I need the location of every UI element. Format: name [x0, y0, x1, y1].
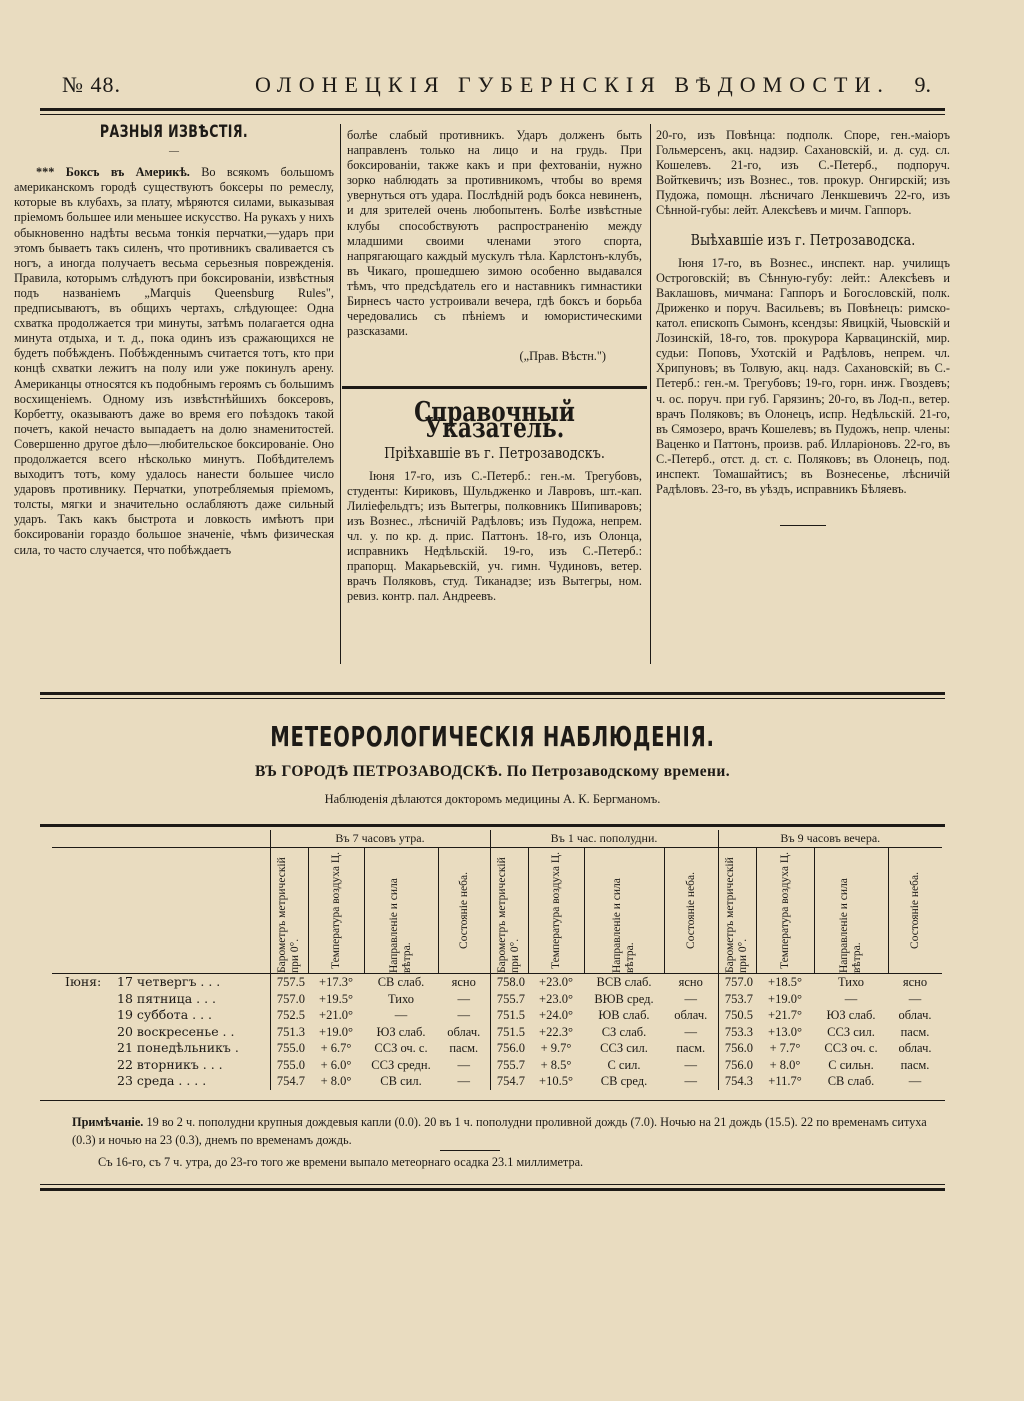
note-divider	[440, 1150, 500, 1151]
article-boxing	[14, 165, 334, 557]
col-header: Температура воздуха Ц.	[308, 848, 364, 974]
bottom-rule-thin	[40, 1184, 945, 1185]
table-cell: облач.	[898, 1008, 932, 1022]
meteo-table	[52, 830, 942, 1090]
row-day	[52, 974, 270, 991]
group-noon: Въ 1 час. пополудни.	[490, 830, 718, 848]
col-header: Состояніе неба.	[664, 848, 718, 974]
col-header: Направленіе и сила вѣтра.	[814, 848, 888, 974]
table-cell: пасм.	[900, 1057, 930, 1072]
table-cell: + 9.7°	[540, 1041, 572, 1055]
table-cell: ВЮВ сред.	[594, 991, 654, 1006]
table-cell: + 6.7°	[320, 1041, 352, 1055]
table-cell: СВ слаб.	[377, 975, 425, 989]
col-header: Температура воздуха Ц.	[756, 848, 814, 974]
page-header	[40, 68, 945, 104]
table-cell: 758.0	[496, 975, 525, 989]
table-cell: СЗ слаб.	[601, 1024, 647, 1039]
table-cell: —	[438, 1007, 490, 1024]
table-cell: 754.7	[496, 1074, 525, 1088]
table-cell: 751.5	[496, 1008, 525, 1022]
table-cell: пасм.	[664, 1040, 718, 1057]
row-day	[52, 991, 270, 1008]
meteo-observer: Наблюденія дѣлаются докторомъ медицины А. К. Бергманомъ.	[324, 792, 661, 806]
article-source: („Прав. Вѣстн.")	[519, 349, 606, 364]
table-row	[52, 974, 942, 991]
col-header: Состояніе неба.	[438, 848, 490, 974]
table-cell: 757.0	[276, 991, 305, 1006]
table-cell: + 8.5°	[540, 1057, 572, 1072]
table-header-row	[52, 848, 942, 974]
reference-title: Справочный Указатель.	[414, 397, 575, 444]
table-cell: +13.0°	[768, 1024, 802, 1039]
arrivals-text: Іюня 17-го, изъ С.-Петерб.: ген.-м. Трегубовъ, студенты: Кириковъ, Шульдженко и Лавровъ, шт.-кап. Лиліефельдтъ; изъ Вытегры, полковникъ Шипиваровъ; изъ Вознес., лѣсничій Радѣловъ; изъ Пудожа, непрем. чл. у. по кр. д. прис. Паттонъ. 18-го, изъ Олонца, исправникъ Недѣльскій. 19-го, изъ С.-Петерб.: прапорщ. Макарьевскій, уч. гимн. Чудиновъ, ветер. врачъ Поляковъ, студ. Тиканадзе; изъ Вытегры, ном. ревиз. контр. пал. Андреевъ.	[347, 468, 642, 604]
table-cell: 756.0	[724, 1057, 753, 1072]
column-divider	[340, 124, 341, 664]
end-rule	[780, 525, 826, 526]
table-cell: + 6.0°	[320, 1057, 352, 1072]
section-rule	[342, 386, 647, 389]
table-cell: —	[438, 991, 490, 1008]
note-label: Примѣчаніе.	[72, 1115, 144, 1129]
table-cell: пасм.	[438, 1040, 490, 1057]
departures-text: Іюня 17-го, въ Вознес., инспект. нар. училищъ Остроговскій; въ Сѣнную-губу: лейт.: Алексѣевъ и Ваклашовъ, мичмана: Гаппоръ и Богословскій, полк. Дриженко и поруч. Васильевъ; въ Повѣнецъ: римско-катол. епископъ Сымонъ, ксендзы: Явицкій, Чыовскій и Лозинскій, 18-го, тов. прокурора Карвацинскій, мир. судьи: Поповъ, Ухотскій и Радѣловъ, непрем. чл. Хрипуновъ; въ Толвую, акц. надз. Сахановскій; въ С.-Петерб.: ген.-м. Трегубовъ; 19-го, горн. инж. Гвоздевъ; ч. ос. поруч. при губ. Гарязинъ; 20-го, въ Лод-п., ветер. врачъ Поляковъ; въ Олонецъ, испр. Недѣльскій. 21-го, въ Сямозеро, врачъ Кошелевъ; въ Пудожъ, непр. члены: Ваценко и Паттонъ, произв. раб. Илларіоновъ. 22-го, въ С.-Петерб., отст. д. ст. с. Поляковъ; въ Олонецъ, под. инспект. Томашайтисъ; въ Вознесенье, лѣсничій Радѣловъ. 23-го, въ уѣздъ, исправникъ Бѣляевъ.	[656, 255, 950, 497]
row-day-label: 23 среда . . . .	[117, 1073, 207, 1088]
table-row	[52, 991, 942, 1008]
newspaper-title: ОЛОНЕЦКІЯ ГУБЕРНСКІЯ ВѢДОМОСТИ.	[255, 72, 890, 97]
row-day-label: 22 вторникъ . . .	[117, 1056, 223, 1072]
header-rule	[40, 108, 945, 111]
table-cell: облач.	[438, 1024, 490, 1041]
column-3	[656, 128, 950, 526]
table-cell: облач.	[664, 1007, 718, 1024]
header-rule-thin	[40, 114, 945, 115]
table-cell: ЮЗ слаб.	[376, 1024, 426, 1039]
table-cell: ЮВ слаб.	[598, 1008, 650, 1022]
col-header: Направленіе и сила вѣтра.	[584, 848, 664, 974]
table-cell: С сильн.	[828, 1057, 874, 1072]
col-header: Барометръ метрическій при 0°.	[490, 848, 528, 974]
table-cell: ЮЗ слаб.	[826, 1008, 876, 1022]
table-group-row	[52, 830, 942, 848]
table-cell: 751.5	[496, 1024, 525, 1039]
row-day-label: 17 четвергъ . . .	[117, 974, 221, 989]
table-cell: —	[908, 991, 922, 1006]
table-cell: —	[664, 1024, 718, 1041]
table-cell: 755.0	[276, 1041, 305, 1055]
table-cell: +22.3°	[539, 1024, 573, 1039]
table-cell: С сил.	[607, 1057, 641, 1072]
ornament: —	[169, 146, 179, 158]
table-cell: ясно	[438, 974, 490, 991]
table-cell: 756.0	[496, 1041, 525, 1055]
table-cell: +23.0°	[539, 975, 573, 989]
meteo-title: МЕТЕОРОЛОГИЧЕСКІЯ НАБЛЮДЕНІЯ.	[270, 720, 715, 753]
row-day	[52, 1057, 270, 1074]
group-morning: Въ 7 часовъ утра.	[270, 830, 490, 848]
bottom-rule	[40, 1188, 945, 1191]
row-day	[52, 1040, 270, 1057]
table-cell: —	[664, 1073, 718, 1090]
departures-title: Выѣхавшіе изъ г. Петрозаводска.	[690, 230, 916, 249]
meteo-subtitle: ВЪ ГОРОДѢ ПЕТРОЗАВОДСКѢ. По Петрозаводскому времени.	[255, 763, 730, 780]
col-header: Направленіе и сила вѣтра.	[364, 848, 438, 974]
col-header: Состояніе неба.	[888, 848, 942, 974]
table-row	[52, 1057, 942, 1074]
article-heading: *** Боксъ въ Америкѣ.	[36, 165, 190, 180]
row-day-label: 19 суббота . . .	[117, 1007, 213, 1022]
table-cell: 757.5	[276, 975, 305, 989]
table-cell: +11.7°	[768, 1074, 802, 1088]
row-day	[52, 1007, 270, 1024]
meteo-rule-thin	[40, 698, 945, 699]
page-number: 9.	[914, 72, 931, 97]
table-row	[52, 1040, 942, 1057]
row-day-label: 21 понедѣльникъ .	[117, 1040, 239, 1055]
table-cell: облач.	[898, 1041, 932, 1055]
row-day-label: 18 пятница . . .	[117, 990, 217, 1006]
table-cell: + 8.0°	[769, 1057, 801, 1072]
column-divider	[650, 124, 651, 664]
arrivals-title: Пріѣхавшіе въ г. Петрозаводскъ.	[384, 443, 605, 462]
table-cell: ССЗ сил.	[600, 1041, 648, 1055]
table-cell: 754.3	[724, 1074, 753, 1088]
table-cell: —	[438, 1073, 490, 1090]
arrivals-continuation: 20-го, изъ Повѣнца: подполк. Споре, ген.-маіоръ Гольмерсенъ, акц. надзир. Сахановскій, и. д. суд. сл. Кошелевъ. 21-го, изъ С.-Петерб., подпоруч. Войткевичъ; изъ Вознес., тов. прокур. Онгирскій; изъ Пудожа, помощн. лѣсничаго Ленкшевичъ 22-го, изъ Сѣнной-губы: лейт. Алексѣевъ и мичм. Гаппоръ.	[656, 128, 950, 218]
table-row	[52, 1073, 942, 1090]
section-title: РАЗНЫЯ ИЗВѢСТІЯ.	[99, 122, 249, 142]
table-corner	[52, 830, 270, 848]
table-row	[52, 1007, 942, 1024]
table-cell: 756.0	[724, 1041, 753, 1055]
article-text: Во всякомъ большомъ американскомъ городѣ существуютъ боксеры по ремеслу, которые въ клубахъ, за плату, мѣряются силами, выказывая пріемомъ большее или меньшее искусство. На рукахъ у нихъ обыкновенно надѣты весьма тонкія перчатки,—ударъ при этомъ бываетъ такъ силенъ, что противникъ сваливается съ ногъ, а иногда получаетъ весьма серьезныя поврежденія. Правила, которымъ слѣдуютъ при боксированіи, извѣстныя подъ названіемъ „Marquis Queensburg Rules", предписываютъ, въ общихъ чертахъ, слѣдующее: Одна схватка продолжается три минуты, затѣмъ полагается одна минута отдыха, и т. д., пока одинъ изъ сражающихся не будетъ побѣжденъ. Побѣжденнымъ считается тотъ, кто при концѣ схватки лежитъ на полу или уже покинулъ арену. Американцы относятся къ подобнымъ героямъ съ большимъ восхищеніемъ. Одному изъ извѣстнѣйшихъ боксеровъ, Корбетту, оказываютъ даже во время его поѣздокъ такой почетъ, какой нечасто выпадаетъ на долю знаменитостей. Совершенно другое дѣло—любительское боксированіе. Оно продолжается всего нѣсколько минутъ. Побѣдителемъ выходитъ тотъ, кому удалось нанести большее число ударовъ противнику. Перчатки, употребляемыя пріемомъ, толсты, мягки и значительно ослабляютъ даже сильный ударъ. Такъ какъ быстрота и ловкость имѣютъ при боксированіи гораздо большое значеніе, чѣмъ физическая сила, то часто случается, что побѣждаетъ	[14, 165, 334, 557]
row-day	[52, 1024, 270, 1041]
column-2	[347, 128, 642, 605]
total-text: Съ 16-го, съ 7 ч. утра, до 23-го того же времени выпало метеорнаго осадка 23.1 миллиметра.	[98, 1155, 584, 1169]
table-row	[52, 1024, 942, 1041]
column-1	[14, 122, 334, 558]
table-cell: + 8.0°	[320, 1074, 352, 1088]
table-cell: +17.3°	[319, 975, 353, 989]
col-header: Температура воздуха Ц.	[528, 848, 584, 974]
article-continuation: болѣе слабый противникъ. Ударъ долженъ быть направленъ только на лицо и на грудь. При боксированіи, также какъ и при фехтованіи, нужно зорко наблюдать за противникомъ, чтобы во время увернуться отъ удара. Послѣдній родъ бокса невиненъ, и для зрителей очень любопытенъ. Болѣе извѣстные клубы способствуютъ распространенію между младшими своими членами этого спорта, напрягающаго каждый мускулъ тѣла. Карлстонъ-клубъ, въ Чикаго, прошедшею зимою особенно выдавался тѣмъ, что предсѣдатель его и наставникъ гимнастики Бирнесъ часто устроивали вечера, гдѣ боксъ и борьба чередовались съ пѣніемъ и юмористическими разсказами.	[347, 128, 642, 339]
table-cell: —	[438, 1057, 490, 1074]
table-cell: 751.3	[276, 1024, 305, 1039]
table-cell: +19.5°	[319, 991, 353, 1006]
table-cell: ССЗ оч. с.	[374, 1041, 428, 1055]
table-cell: —	[664, 1057, 718, 1074]
table-cell: ССЗ оч. с.	[824, 1041, 878, 1055]
meteo-total	[72, 1155, 927, 1170]
table-cell: 753.7	[724, 991, 753, 1006]
table-cell: пасм.	[900, 1024, 930, 1039]
table-cell: + 7.7°	[769, 1041, 801, 1055]
table-cell: +21.7°	[768, 1008, 802, 1022]
table-top-rule	[40, 824, 945, 827]
table-cell: —	[844, 991, 858, 1006]
row-month: Іюня:	[65, 974, 102, 989]
group-evening: Въ 9 часовъ вечера.	[718, 830, 942, 848]
table-cell: 757.0	[724, 975, 753, 989]
table-cell: +23.0°	[539, 991, 573, 1006]
table-cell: ССЗ средн.	[371, 1057, 431, 1072]
table-cell: ССЗ сил.	[827, 1024, 875, 1039]
table-cell: Тихо	[387, 991, 415, 1006]
table-cell: 750.5	[724, 1008, 753, 1022]
table-cell: 754.7	[276, 1074, 305, 1088]
row-day-label: 20 воскресенье . .	[117, 1023, 235, 1039]
meteo-table-body	[52, 974, 942, 1090]
table-cell: СВ сил.	[380, 1074, 422, 1088]
col-header: Барометръ метрическій при 0°.	[270, 848, 308, 974]
table-cell: +19.0°	[319, 1024, 353, 1039]
note-text: 19 во 2 ч. пополудни крупныя дождевыя капли (0.0). 20 въ 1 ч. пополудни проливной дождь (7.0). Ночью на 21 дождь (15.5). 22 по временамъ ситуха (0.3) и ночью на 23 (0.3), днемъ по временамъ дождь.	[72, 1115, 927, 1147]
table-cell: 753.3	[724, 1024, 753, 1039]
table-cell: СВ сред.	[600, 1074, 648, 1088]
table-cell: —	[394, 1008, 408, 1022]
table-cell: +21.0°	[319, 1008, 353, 1022]
table-cell: +10.5°	[539, 1074, 573, 1088]
table-cell: 755.7	[496, 991, 525, 1006]
meteo-rule	[40, 692, 945, 695]
table-cell: +24.0°	[539, 1008, 573, 1022]
table-cell: +18.5°	[768, 975, 802, 989]
table-cell: 755.7	[496, 1057, 525, 1072]
col-header: Барометръ метрическій при 0°.	[718, 848, 756, 974]
table-cell: ВСВ слаб.	[596, 975, 652, 989]
table-corner-body	[52, 848, 270, 974]
table-bottom-rule	[40, 1100, 945, 1101]
issue-number: № 48.	[62, 72, 121, 97]
table-cell: Тихо	[837, 975, 865, 989]
table-cell: —	[908, 1074, 922, 1088]
table-cell: ясно	[902, 975, 928, 989]
table-cell: ясно	[664, 974, 718, 991]
table-cell: +19.0°	[768, 991, 802, 1006]
table-cell: —	[664, 991, 718, 1008]
table-cell: СВ слаб.	[827, 1074, 875, 1088]
meteo-note	[72, 1113, 927, 1149]
row-day	[52, 1073, 270, 1090]
table-cell: 752.5	[276, 1008, 305, 1022]
table-cell: 755.0	[276, 1057, 305, 1072]
